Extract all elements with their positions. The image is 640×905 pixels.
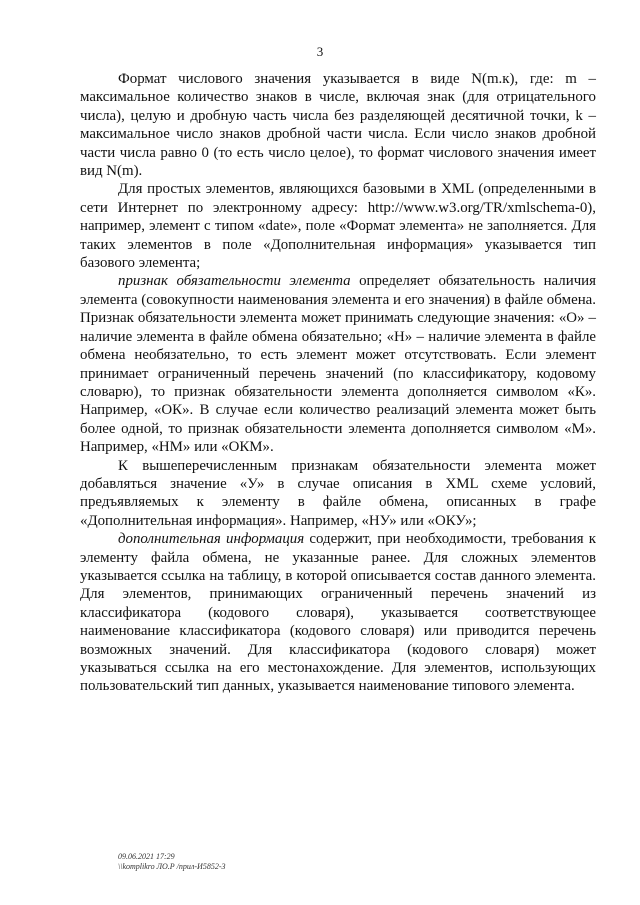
page-number: 3 <box>316 44 324 59</box>
paragraph-mandatory-flag <box>80 272 596 456</box>
term-additional-info: дополнительная информация <box>118 531 305 548</box>
document-footer <box>118 852 225 872</box>
paragraph-text: содержит, при необходимости, требования к элементу файла обмена, не указанные ранее. Для сложных элементов указывается ссылка на таблицу, в которой описывается состав данного элемента. Для элементов, принимающих ограниченный перечень значений из классификатора (кодового словаря), указывается соответствующее наименование классификатора (кодового словаря) или приводится перечень возможных значений. Для классификатора (кодового словаря) может указываться ссылка на его местонахождение. Для элементов, использующих пользовательский тип данных, указывается наименование типового элемента. <box>80 531 596 695</box>
paragraph-text: определяет обязательность наличия элемента (совокупности наименования элемента и его значения) в файле обмена. Признак обязательности элемента может принимать следующие значения: «О» – наличие элемента в файле обмена обязательно; «Н» – наличие элемента в файле обмена необязательно, то есть элемент может отсутствовать. Если элемент принимает ограниченный перечень значений (по классификатору, кодовому словарю), то признак обязательности элемента дополняется символом «К». Например, «ОК». В случае если количество реализаций элемента может быть более одной, то признак обязательности элемента дополняется символом «М». Например, «НМ» или «ОКМ». <box>80 273 596 456</box>
footer-timestamp: 09.06.2021 17:29 <box>118 852 175 861</box>
paragraph-condition-flag <box>80 457 596 531</box>
paragraph-additional-info <box>80 530 596 696</box>
footer-file-path: \\komplikro ЛО.Р /прил-И5852-3 <box>118 862 226 871</box>
document-body <box>80 70 596 696</box>
term-mandatory-flag: признак обязательности элемента <box>118 273 351 290</box>
paragraph-text: Формат числового значения указывается в виде N(m.к), где: m – максимальное количество знаков в числе, включая знак (для отрицательного числа), целую и дробную часть числа без разделяющей десятичной точки, k – максимальное число знаков дробной части числа. Если число знаков дробной части числа равно 0 (то есть число целое), то формат числового значения имеет вид N(m). <box>80 71 596 180</box>
paragraph-number-format <box>80 70 596 180</box>
paragraph-text: К вышеперечисленным признакам обязательности элемента может добавляться значение «У» в случае описания в XML схеме условий, предъявляемых к элементу в файле обмена, описанных в графе «Дополнительная информация». Например, «НУ» или «ОКУ»; <box>80 457 596 529</box>
paragraph-simple-elements <box>80 180 596 272</box>
paragraph-text: Для простых элементов, являющихся базовыми в XML (определенными в сети Интернет по электронному адресу: http://www.w3.org/TR/xmlschema-0), например, элемент с типом «date», поле «Формат элемента» не заполняется. Для таких элементов в поле «Дополнительная информация» указывается тип базового элемента; <box>80 181 596 272</box>
